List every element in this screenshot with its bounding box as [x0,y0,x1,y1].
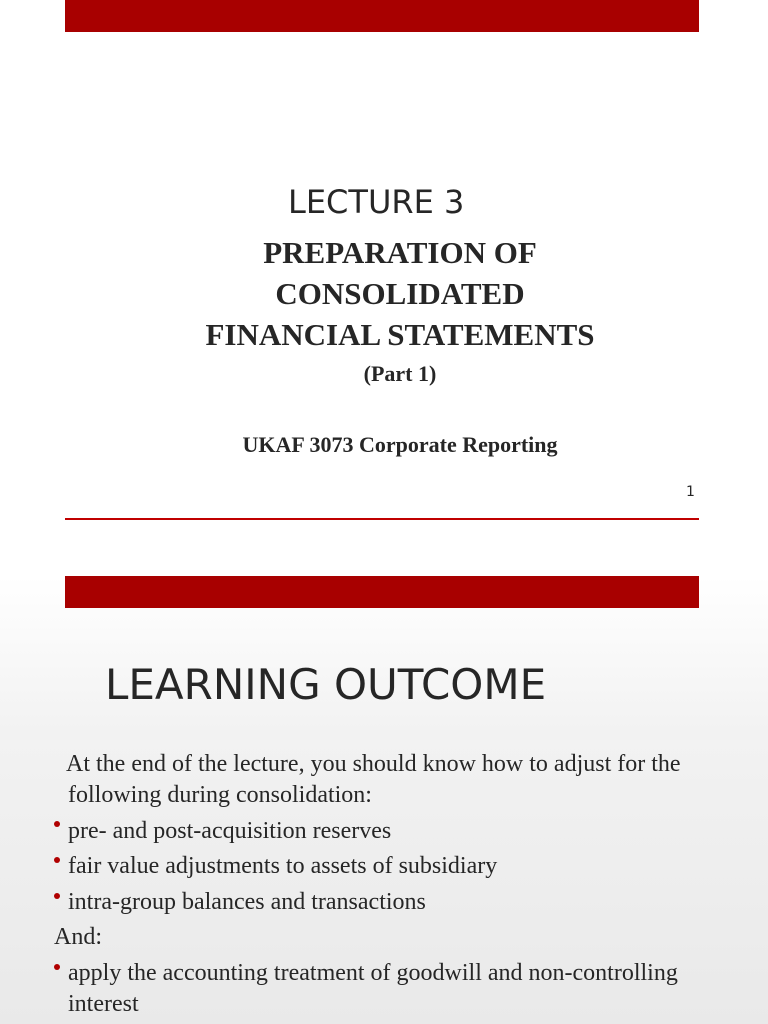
intro-text: At the end of the lecture, you should know how to adjust for the [66,751,681,777]
list-item: fair value adjustments to assets of subsidiary [68,853,498,879]
top-accent-bar [65,0,699,32]
list-item: apply the accounting treatment of goodwill and non-controlling [68,960,678,986]
title-line: CONSOLIDATED [275,276,525,311]
title-line: FINANCIAL STATEMENTS [205,317,595,352]
title-line: PREPARATION OF [263,235,537,270]
part-label: (Part 1) [363,361,437,386]
footer-divider [65,518,699,520]
lecture-number: LECTURE 3 [288,183,465,221]
page-number: 1 [686,484,695,500]
bullet-icon [54,893,60,899]
bullet-icon [54,857,60,863]
course-name: UKAF 3073 Corporate Reporting [242,432,558,457]
learning-outcome-slide [0,576,768,1024]
bullet-icon [54,964,60,970]
top-accent-bar [65,576,699,608]
slide-title [0,232,768,355]
list-item: pre- and post-acquisition reserves [68,818,392,844]
list-item-continued: interest [68,991,139,1017]
slide-heading: LEARNING OUTCOME [105,660,547,709]
bullet-icon [54,821,60,827]
and-label: And: [54,924,102,950]
list-item: intra-group balances and transactions [68,889,426,915]
intro-text-continued: following during consolidation: [68,782,372,808]
